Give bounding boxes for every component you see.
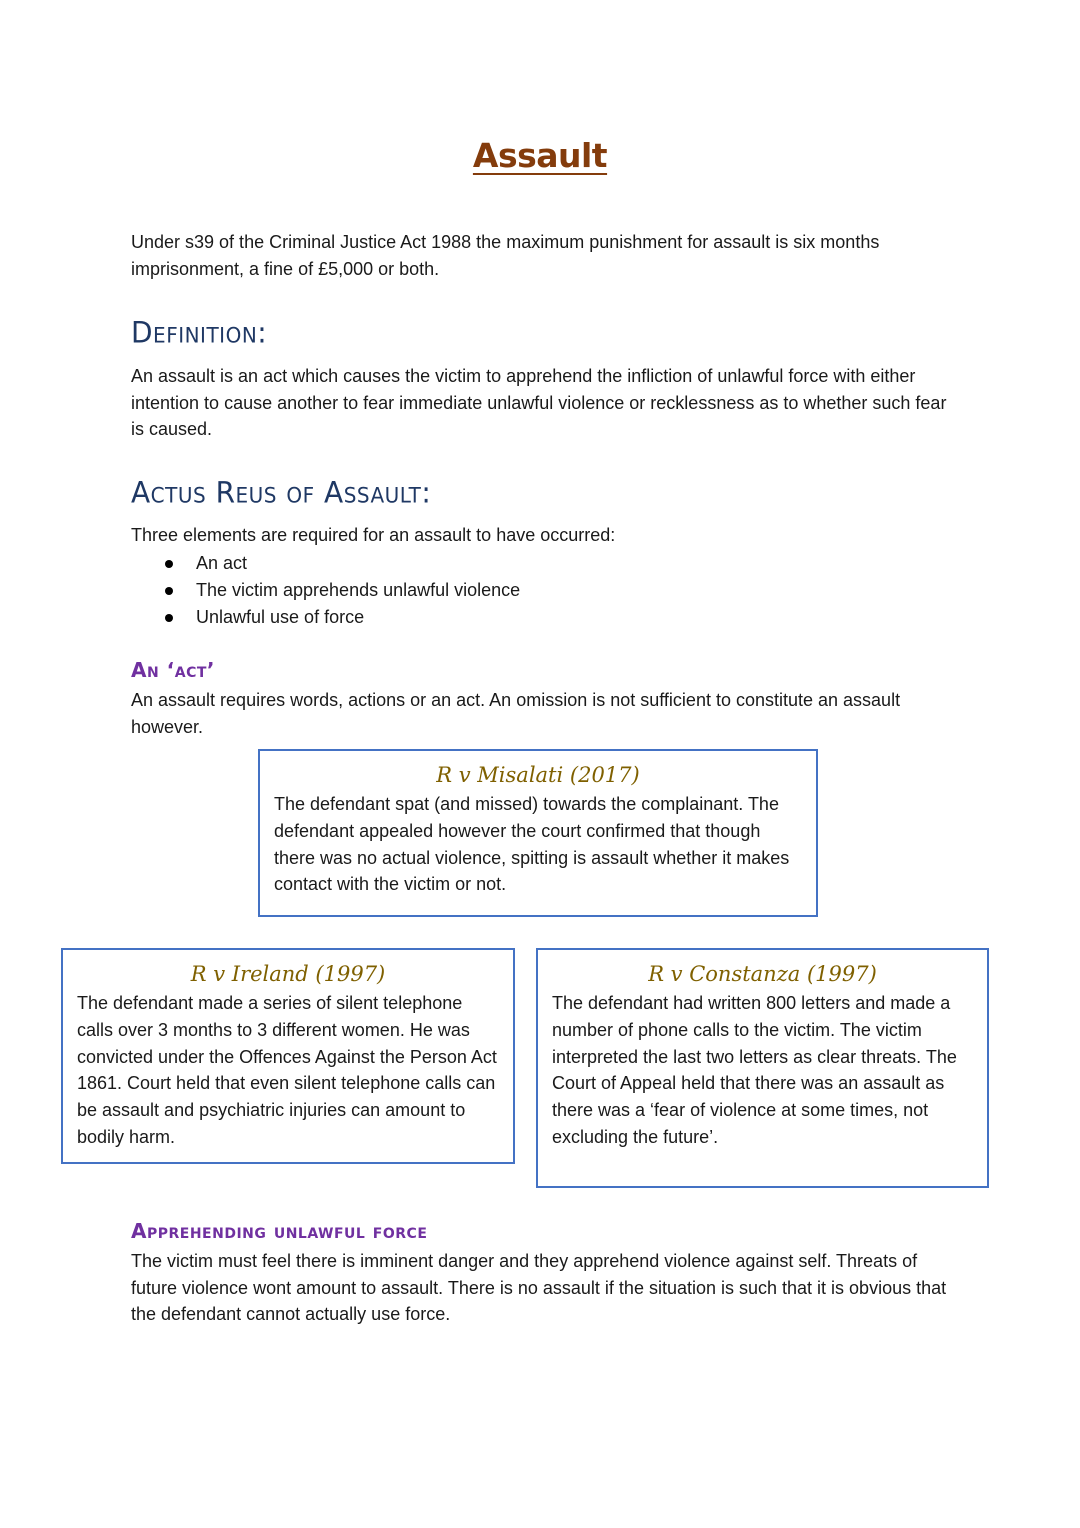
case-title-misalati: R v Misalati (2017) (436, 763, 640, 787)
actus-reus-intro: Three elements are required for an assault to have occurred: (131, 525, 616, 545)
an-act-heading: An ‘act’ (131, 658, 216, 682)
list-item (131, 604, 520, 631)
list-item-text: The victim apprehends unlawful violence (196, 580, 521, 600)
case-text-misalati: The defendant spat (and missed) towards the complainant. The defendant appealed however the court confirmed that though there was no actual violence, spitting is assault whether it makes contact with the victim or not. (274, 794, 790, 895)
actus-reus-heading: Actus Reus of Assault: (131, 475, 432, 510)
apprehending-paragraph: The victim must feel there is imminent danger and they apprehend violence against self. Threats of future violence wont amount to assault. There is no assault if the situation is such that it is obvious that the defendant cannot actually use force. (131, 1251, 947, 1324)
case-text-ireland: The defendant made a series of silent telephone calls over 3 months to 3 different women. He was convicted under the Offences Against the Person Act 1861. Court held that even silent telephone calls can be assault and psychiatric injuries can amount to bodily harm. (77, 993, 497, 1147)
an-act-paragraph: An assault requires words, actions or an act. An omission is not sufficient to constitute an assault however. (131, 690, 901, 737)
definition-paragraph: An assault is an act which causes the victim to apprehend the infliction of unlawful force with either intention to cause another to fear immediate unlawful violence or recklessness as to whether such fear is caused. (131, 366, 947, 439)
bullet-icon (165, 587, 173, 595)
case-text-constanza: The defendant had written 800 letters and made a number of phone calls to the victim. The victim interpreted the last two letters as clear threats. The Court of Appeal held that there was an assault as there was a ‘fear of violence at some times, not excluding the future’. (552, 993, 957, 1147)
list-item-text: Unlawful use of force (196, 607, 365, 627)
list-item (131, 550, 520, 577)
list-item (131, 577, 520, 604)
page-title-text: Assault (472, 136, 608, 175)
definition-heading: Definition: (131, 315, 268, 350)
case-box-constanza (536, 948, 989, 1188)
list-item-text: An act (196, 553, 248, 573)
intro-paragraph: Under s39 of the Criminal Justice Act 1988 the maximum punishment for assault is six months imprisonment, a fine of £5,000 or both. (131, 232, 880, 279)
case-title-ireland: R v Ireland (1997) (190, 962, 386, 986)
apprehending-heading: Apprehending unlawful force (131, 1219, 428, 1243)
bullet-icon (165, 614, 173, 622)
bullet-icon (165, 560, 173, 568)
page-title (0, 136, 1080, 175)
case-box-ireland (61, 948, 515, 1164)
case-title-constanza: R v Constanza (1997) (648, 962, 877, 986)
case-box-misalati (258, 749, 818, 917)
elements-list (131, 550, 520, 631)
